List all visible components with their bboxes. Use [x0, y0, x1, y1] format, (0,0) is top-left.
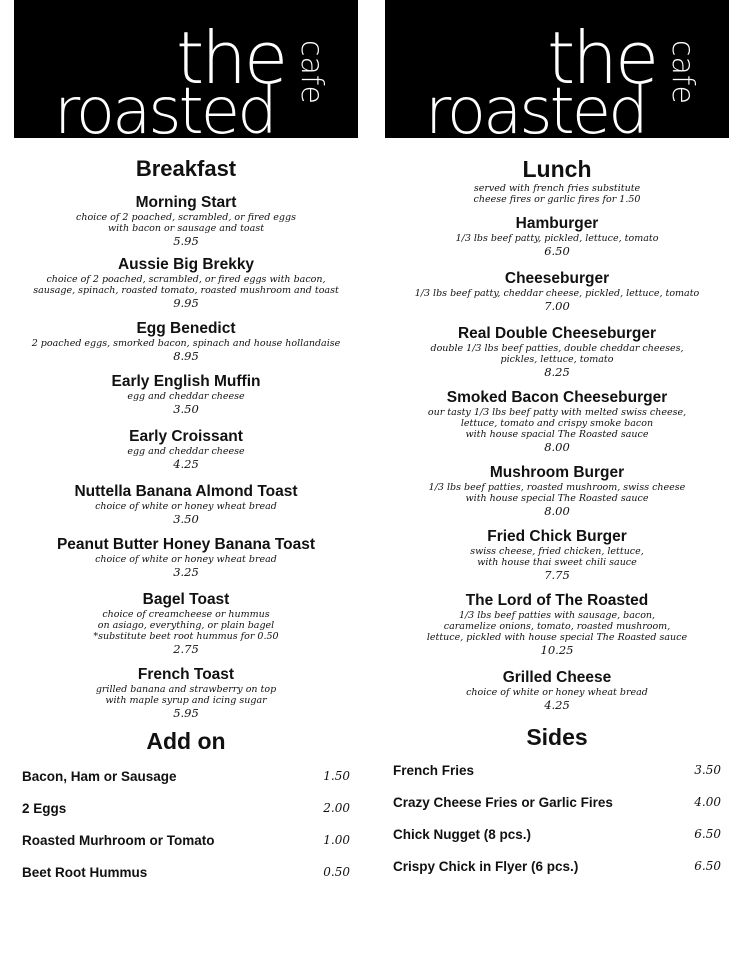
item-price: 7.00: [544, 299, 570, 313]
cafe-logo-banner: [14, 0, 358, 138]
addon-name: 2 Eggs: [22, 801, 67, 816]
addon-price: 1.00: [323, 833, 350, 847]
item-name: Fried Chick Burger: [487, 528, 627, 545]
item-price: 8.25: [544, 365, 570, 379]
addon-name: Roasted Murhroom or Tomato: [22, 833, 215, 848]
item-name: Mushroom Burger: [489, 464, 625, 481]
cafe-logo-banner: [385, 0, 729, 138]
menu-item: [385, 669, 729, 712]
item-description: egg and cheddar cheese: [127, 391, 245, 402]
item-price: 6.50: [544, 244, 570, 258]
menu-item: [385, 528, 729, 582]
menu-item: [385, 389, 729, 454]
logo-roasted-text: roasted: [425, 75, 646, 138]
menu-item: [14, 256, 358, 310]
logo-the-text: the: [176, 16, 286, 100]
item-price: 7.75: [544, 568, 570, 582]
item-description: choice of white or honey wheat bread: [95, 501, 277, 512]
item-description: 1/3 lbs beef patties, roasted mushroom, swiss cheese with house special The Roasted sauce: [428, 482, 686, 504]
item-description: egg and cheddar cheese: [127, 446, 245, 457]
side-name: French Fries: [393, 763, 475, 778]
item-description: choice of white or honey wheat bread: [466, 687, 648, 698]
side-row: [385, 859, 729, 891]
menu-item: [14, 194, 358, 248]
item-price: 2.75: [173, 642, 199, 656]
addon-row: [14, 801, 358, 833]
item-name: Aussie Big Brekky: [117, 256, 255, 273]
item-description: choice of 2 poached, scrambled, or fired eggs with bacon, sausage, spinach, roasted tomato, roasted mushroom and toast: [33, 274, 339, 296]
breakfast-column: [14, 0, 358, 897]
menu-item: [385, 464, 729, 518]
menu-item: [385, 215, 729, 258]
item-name: French Toast: [137, 666, 235, 683]
logo-cafe-text: cafe: [294, 40, 329, 104]
item-name: Nuttella Banana Almond Toast: [74, 483, 298, 500]
breakfast-title: Breakfast: [135, 156, 237, 181]
sides-title: Sides: [526, 724, 588, 750]
item-description: swiss cheese, fried chicken, lettuce, with house thai sweet chili sauce: [470, 546, 644, 568]
side-price: 6.50: [694, 859, 721, 873]
item-price: 4.25: [544, 698, 570, 712]
menu-item: [14, 666, 358, 720]
item-price: 3.50: [173, 512, 199, 526]
side-price: 6.50: [694, 827, 721, 841]
item-description: 1/3 lbs beef patty, pickled, lettuce, tomato: [455, 233, 659, 244]
menu-item: [385, 270, 729, 313]
item-description: 1/3 lbs beef patties with sausage, bacon, caramelize onions, tomato, roasted mushroom, lettuce, pickled with house special The Roasted sauce: [426, 610, 688, 643]
item-price: 5.95: [173, 706, 199, 720]
item-price: 3.25: [173, 565, 199, 579]
item-name: Morning Start: [135, 194, 237, 211]
menu-item: [14, 483, 358, 526]
item-name: Bagel Toast: [142, 591, 230, 608]
addon-name: Bacon, Ham or Sausage: [22, 769, 177, 784]
side-row: [385, 827, 729, 859]
item-description: double 1/3 lbs beef patties, double cheddar cheeses, pickles, lettuce, tomato: [430, 343, 684, 365]
side-row: [385, 795, 729, 827]
item-name: Egg Benedict: [136, 320, 236, 337]
addon-title: Add on: [146, 728, 226, 754]
menu-item: [14, 428, 358, 471]
item-price: 8.95: [173, 349, 199, 363]
lunch-title: Lunch: [522, 156, 592, 182]
lunch-column: [385, 0, 729, 891]
lunch-note: served with french fries substitute cheese fires or garlic fires for 1.50: [473, 183, 641, 205]
side-name: Crazy Cheese Fries or Garlic Fires: [393, 795, 613, 810]
item-name: Grilled Cheese: [502, 669, 612, 686]
logo-the-text: the: [547, 16, 657, 100]
menu-item: [14, 591, 358, 656]
item-description: 2 poached eggs, smorked bacon, spinach and house hollandaise: [31, 338, 341, 349]
item-price: 8.00: [544, 504, 570, 518]
menu-item: [14, 373, 358, 416]
item-name: Cheeseburger: [504, 270, 610, 287]
item-price: 4.25: [173, 457, 199, 471]
item-description: choice of creamcheese or hummus on asiago, everything, or plain bagel *substitute beet root hummus for 0.50: [93, 609, 279, 642]
addon-row: [14, 865, 358, 897]
addon-price: 1.50: [323, 769, 350, 783]
item-description: our tasty 1/3 lbs beef patty with melted swiss cheese, lettuce, tomato and crispy smoke bacon with house spacial The Roasted sauce: [427, 407, 687, 440]
item-description: 1/3 lbs beef patty, cheddar cheese, pickled, lettuce, tomato: [414, 288, 700, 299]
menu-item: [14, 320, 358, 363]
menu-item: [14, 536, 358, 579]
item-price: 3.50: [173, 402, 199, 416]
addon-name: Beet Root Hummus: [22, 865, 148, 880]
item-name: Hamburger: [515, 215, 599, 232]
item-description: choice of 2 poached, scrambled, or fired eggs with bacon or sausage and toast: [76, 212, 296, 234]
item-price: 10.25: [540, 643, 574, 657]
logo-cafe-text: cafe: [665, 40, 700, 104]
item-name: Real Double Cheeseburger: [457, 325, 657, 342]
item-name: Smoked Bacon Cheeseburger: [446, 389, 668, 406]
item-price: 9.95: [173, 296, 199, 310]
addon-row: [14, 833, 358, 865]
side-price: 3.50: [694, 763, 721, 777]
addon-row: [14, 769, 358, 801]
menu-item: [385, 592, 729, 657]
item-name: Early English Muffin: [111, 373, 261, 390]
item-price: 8.00: [544, 440, 570, 454]
item-name: The Lord of The Roasted: [465, 592, 649, 609]
addon-price: 0.50: [323, 865, 350, 879]
side-name: Crispy Chick in Flyer (6 pcs.): [393, 859, 579, 874]
logo-roasted-text: roasted: [54, 75, 275, 138]
side-name: Chick Nugget (8 pcs.): [393, 827, 532, 842]
menu-item: [385, 325, 729, 379]
addon-price: 2.00: [323, 801, 350, 815]
item-name: Early Croissant: [129, 428, 243, 445]
side-row: [385, 763, 729, 795]
side-price: 4.00: [694, 795, 721, 809]
item-price: 5.95: [173, 234, 199, 248]
item-description: grilled banana and strawberry on top with maple syrup and icing sugar: [95, 684, 277, 706]
item-name: Peanut Butter Honey Banana Toast: [56, 536, 316, 553]
item-description: choice of white or honey wheat bread: [95, 554, 277, 565]
